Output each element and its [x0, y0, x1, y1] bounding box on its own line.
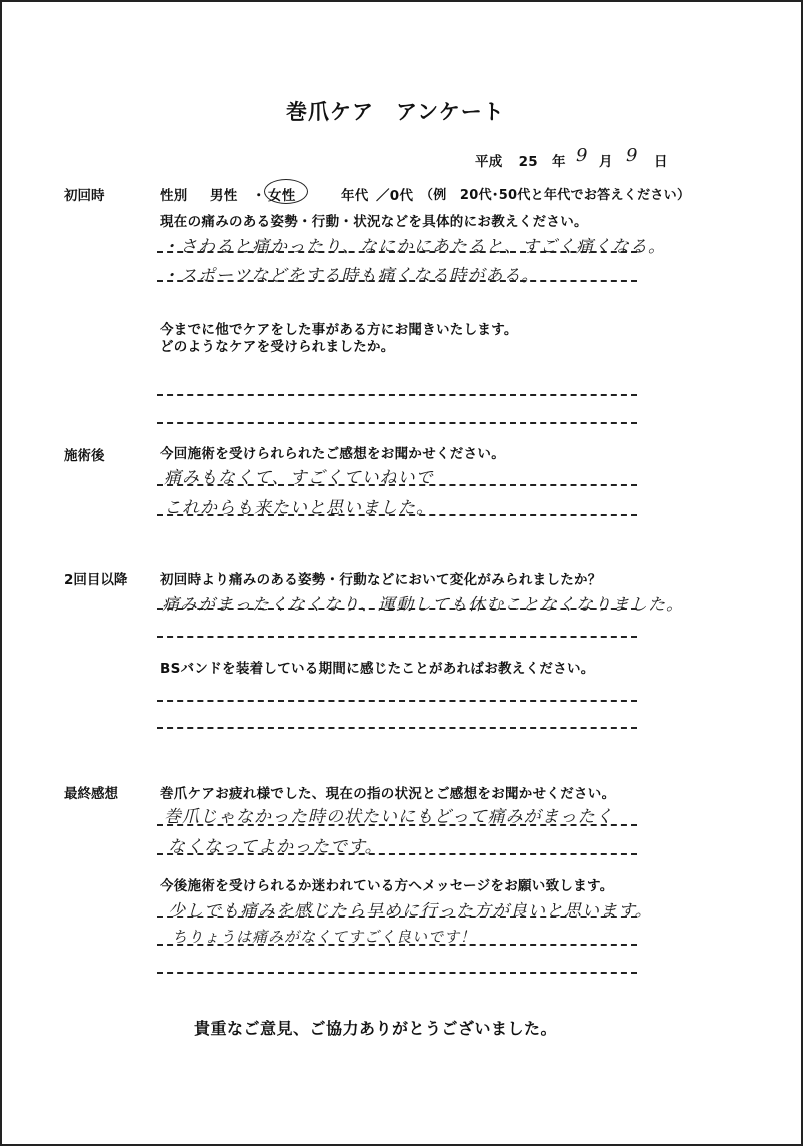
first-visit-answer-2: ・スポーツなどをする時も痛くなる時がある。 [162, 266, 540, 286]
first-visit-question: 現在の痛みのある姿勢・行動・状況などを具体的にお教えください。 [160, 214, 588, 230]
age-label: 年代 [341, 188, 369, 204]
answer-line [157, 422, 637, 424]
prior-care-question-1: 今までに他でケアをした事がある方にお聞きいたします。 [160, 322, 518, 338]
answer-line [157, 944, 637, 946]
message-answer-2: ちりょうは痛みがなくてすごく良いです！ [172, 928, 477, 946]
prior-care-question-2: どのようなケアを受けられましたか。 [160, 339, 395, 355]
first-visit-answer-1: ・さわると痛かったり、なにかにあたると、すごく痛くなる。 [162, 237, 666, 257]
age-value: ／0代 [376, 188, 414, 204]
answer-line [157, 514, 637, 516]
thank-you-message: 貴重なご意見、ご協力ありがとうございました。 [194, 1019, 558, 1038]
gender-label: 性別 [160, 188, 188, 204]
section-label-second-visit: 2回目以降 [64, 572, 128, 588]
answer-line [157, 972, 637, 974]
after-treatment-question: 今回施術を受けられられたご感想をお聞かせください。 [160, 446, 505, 462]
after-treatment-answer-1: 痛みもなくて、すごくていねいで [164, 468, 434, 488]
answer-line [157, 484, 637, 486]
gender-selection-circle [264, 179, 308, 204]
answer-line [157, 636, 637, 638]
section-label-final: 最終感想 [64, 786, 118, 802]
date-day-value: 9 [626, 145, 638, 166]
date-year: 25 [518, 154, 538, 170]
answer-line [157, 916, 637, 918]
date-year-unit: 年 [552, 154, 566, 170]
after-treatment-answer-2: これからも来たいと思いました。 [164, 498, 434, 518]
answer-line [157, 251, 637, 253]
final-answer-1: 巻爪じゃなかった時の状たいにもどって痛みがまったく [164, 807, 614, 827]
answer-line [157, 394, 637, 396]
answer-line [157, 853, 637, 855]
gender-female: 女性 [268, 188, 296, 204]
gender-separator: ・ [252, 188, 266, 204]
section-label-first-visit: 初回時 [64, 188, 105, 204]
section-label-after-treatment: 施術後 [64, 448, 105, 464]
second-visit-answer: 痛みがまったくなくなり、運動しても休むことなくなりました。 [162, 595, 684, 615]
date-line [475, 150, 566, 170]
answer-line [157, 727, 637, 729]
final-question: 巻爪ケアお疲れ様でした、現在の指の状況とご感想をお聞かせください。 [160, 786, 616, 802]
date-era: 平成 [475, 154, 503, 170]
second-visit-question: 初回時より痛みのある姿勢・行動などにおいて変化がみられましたか？ [160, 572, 602, 588]
answer-line [157, 700, 637, 702]
age-note: （例 20代･50代と年代でお答えください） [420, 188, 691, 203]
gender-male: 男性 [210, 188, 238, 204]
page-title: 巻爪ケア アンケート [286, 100, 505, 124]
answer-line [157, 608, 637, 610]
final-answer-2: なくなってよかったです。 [168, 837, 383, 857]
date-month-value: 9 [576, 145, 588, 166]
message-answer-1: 少しでも痛みを感じたら早めに行った方が良いと思います。 [168, 901, 653, 921]
date-day-unit: 日 [654, 154, 668, 170]
answer-line [157, 280, 637, 282]
answer-line [157, 824, 637, 826]
bs-band-question: BSバンドを装着している期間に感じたことがあればお教えください。 [160, 661, 595, 677]
message-question: 今後施術を受けられるか迷われている方へメッセージをお願い致します。 [160, 878, 614, 894]
date-month-unit: 月 [599, 154, 613, 170]
